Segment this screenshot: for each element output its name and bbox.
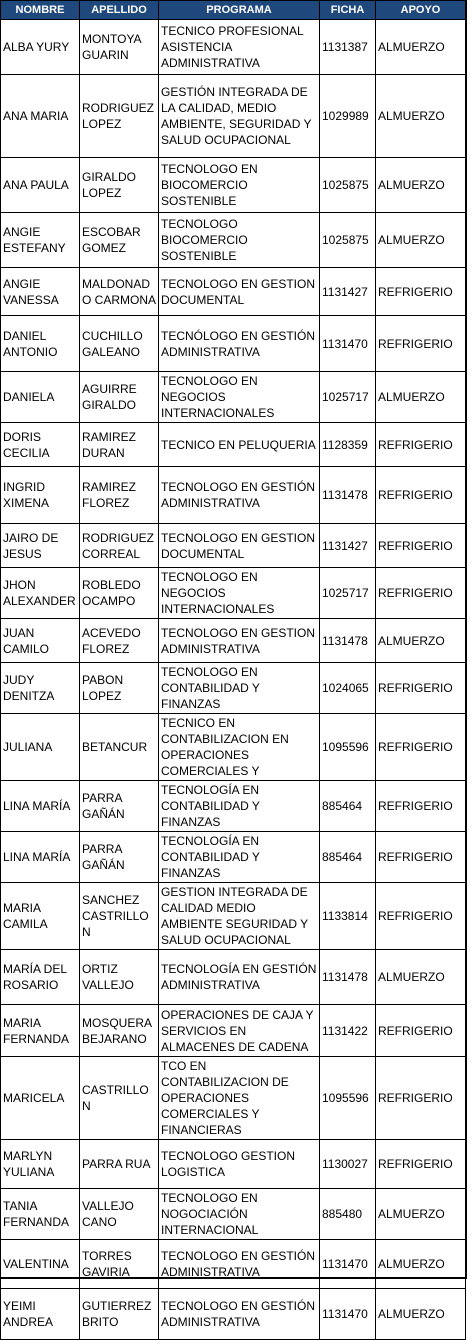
- cell-nombre: YEIMI ANDREA: [1, 1289, 80, 1340]
- header-ficha: FICHA: [320, 1, 376, 20]
- cell-apoyo: ALMUERZO: [376, 619, 466, 663]
- cell-programa: GESTION INTEGRADA DE CALIDAD MEDIO AMBIENTE SEGURIDAD Y SALUD OCUPACIONAL: [159, 883, 320, 950]
- table-row: [1, 1289, 466, 1340]
- table-row: [1, 619, 466, 663]
- cell-nombre: JAIRO DE JESUS: [1, 524, 80, 568]
- cell-ficha: 1024065: [320, 663, 376, 714]
- cell-apellido: ACEVEDO FLOREZ: [80, 619, 159, 663]
- table-row: [1, 1140, 466, 1189]
- cell-apoyo: ALMUERZO: [376, 950, 466, 1005]
- table-row: [1, 781, 466, 832]
- cell-ficha: 1131470: [320, 316, 376, 372]
- cell-ficha: 1025717: [320, 372, 376, 423]
- cell-programa: TECNOLOGO EN NEGOCIOS INTERNACIONALES: [159, 568, 320, 619]
- cell-ficha: 1131478: [320, 467, 376, 524]
- cell-programa: TECNOLOGO GESTION LOGISTICA: [159, 1140, 320, 1189]
- cell-apoyo: REFRIGERIO: [376, 832, 466, 883]
- cell-apoyo: ALMUERZO: [376, 372, 466, 423]
- cell-ficha: 1029989: [320, 75, 376, 158]
- cell-apellido: GIRALDO LOPEZ: [80, 158, 159, 213]
- table-row: [1, 883, 466, 950]
- cell-nombre: VALENTINA: [1, 1240, 80, 1289]
- cell-apellido: PARRA GAÑÁN: [80, 781, 159, 832]
- cell-ficha: 885464: [320, 781, 376, 832]
- table-row: [1, 1057, 466, 1140]
- table-row: [1, 213, 466, 268]
- cell-nombre: LINA MARÍA: [1, 832, 80, 883]
- cell-apellido: RODRIGUEZ CORREAL: [80, 524, 159, 568]
- cell-apoyo: REFRIGERIO: [376, 423, 466, 467]
- cell-apellido: MONTOYA GUARIN: [80, 20, 159, 75]
- table-row: [1, 372, 466, 423]
- cell-programa: TECNOLOGO EN BIOCOMERCIO SOSTENIBLE: [159, 158, 320, 213]
- cell-programa: TECNOLOGO EN GESTIÓN ADMINISTRATIVA: [159, 1289, 320, 1340]
- cell-apellido: ESCOBAR GOMEZ: [80, 213, 159, 268]
- cell-nombre: ANA MARIA: [1, 75, 80, 158]
- cell-apellido: PABON LOPEZ: [80, 663, 159, 714]
- cell-apellido: RAMIREZ FLOREZ: [80, 467, 159, 524]
- cell-nombre: LINA MARÍA: [1, 781, 80, 832]
- cell-programa: TECNOLOGO EN GESTION ADMINISTRATIVA: [159, 619, 320, 663]
- cell-apoyo: REFRIGERIO: [376, 268, 466, 316]
- cell-apellido: CASTRILLON: [80, 1057, 159, 1140]
- table-row: [1, 950, 466, 1005]
- cell-nombre: MARIA CAMILA: [1, 883, 80, 950]
- table-row: [1, 1240, 466, 1289]
- header-programa: PROGRAMA: [159, 1, 320, 20]
- cell-apoyo: REFRIGERIO: [376, 1140, 466, 1189]
- cell-apoyo: ALMUERZO: [376, 213, 466, 268]
- cell-apoyo: ALMUERZO: [376, 1240, 466, 1289]
- header-row: [1, 1, 466, 20]
- cell-ficha: 1131427: [320, 268, 376, 316]
- cell-programa: TCO EN CONTABILIZACION DE OPERACIONES COMERCIALES Y FINANCIERAS: [159, 1057, 320, 1140]
- cell-programa: TECNÓLOGO EN GESTIÓN ADMINISTRATIVA: [159, 316, 320, 372]
- table-row: [1, 20, 466, 75]
- table-row: [1, 663, 466, 714]
- cell-nombre: ANA PAULA: [1, 158, 80, 213]
- cell-programa: TECNICO EN PELUQUERIA: [159, 423, 320, 467]
- cell-apellido: RODRIGUEZ LOPEZ: [80, 75, 159, 158]
- cell-apellido: MALDONADO CARMONA: [80, 268, 159, 316]
- cell-apoyo: REFRIGERIO: [376, 316, 466, 372]
- cell-apellido: GUTIERREZ BRITO: [80, 1289, 159, 1340]
- cell-apellido: MOSQUERA BEJARANO: [80, 1005, 159, 1057]
- table-row: [1, 714, 466, 781]
- table-row: [1, 832, 466, 883]
- cell-nombre: DANIEL ANTONIO: [1, 316, 80, 372]
- cell-nombre: ALBA YURY: [1, 20, 80, 75]
- cell-apoyo: REFRIGERIO: [376, 568, 466, 619]
- cell-ficha: 1095596: [320, 1057, 376, 1140]
- table-row: [1, 268, 466, 316]
- cell-apoyo: REFRIGERIO: [376, 883, 466, 950]
- cell-ficha: 1130027: [320, 1140, 376, 1189]
- header-apellido: APELLIDO: [80, 1, 159, 20]
- cell-apellido: ROBLEDO OCAMPO: [80, 568, 159, 619]
- cell-ficha: 1025875: [320, 213, 376, 268]
- cell-nombre: DORIS CECILIA: [1, 423, 80, 467]
- cell-apellido: BETANCUR: [80, 714, 159, 781]
- table-row: [1, 1005, 466, 1057]
- cell-apoyo: ALMUERZO: [376, 1289, 466, 1340]
- cell-nombre: JHON ALEXANDER: [1, 568, 80, 619]
- cell-programa: TECNOLOGO EN CONTABILIDAD Y FINANZAS: [159, 663, 320, 714]
- table-row: [1, 568, 466, 619]
- cell-ficha: 1131427: [320, 524, 376, 568]
- cell-nombre: ANGIE ESTEFANY: [1, 213, 80, 268]
- cell-apellido: PARRA GAÑÁN: [80, 832, 159, 883]
- cell-programa: TECNOLOGO EN NEGOCIOS INTERNACIONALES: [159, 372, 320, 423]
- cell-nombre: INGRID XIMENA: [1, 467, 80, 524]
- cell-ficha: 1131470: [320, 1240, 376, 1289]
- cell-ficha: 1131478: [320, 950, 376, 1005]
- cell-ficha: 1131387: [320, 20, 376, 75]
- cell-programa: TECNOLOGÍA EN GESTIÓN ADMINISTRATIVA: [159, 950, 320, 1005]
- cell-apellido: PARRA RUA: [80, 1140, 159, 1189]
- cell-programa: GESTIÓN INTEGRADA DE LA CALIDAD, MEDIO AMBIENTE, SEGURIDAD Y SALUD OCUPACIONAL: [159, 75, 320, 158]
- cell-programa: TECNOLOGO EN GESTION DOCUMENTAL: [159, 268, 320, 316]
- cell-ficha: 885464: [320, 832, 376, 883]
- cell-ficha: 1131422: [320, 1005, 376, 1057]
- cell-nombre: MARÍA DEL ROSARIO: [1, 950, 80, 1005]
- cell-programa: TECNOLOGO EN GESTION DOCUMENTAL: [159, 524, 320, 568]
- cell-ficha: 1128359: [320, 423, 376, 467]
- cell-programa: TECNICO EN CONTABILIZACION EN OPERACIONES COMERCIALES Y: [159, 714, 320, 781]
- cell-programa: OPERACIONES DE CAJA Y SERVICIOS EN ALMACENES DE CADENA: [159, 1005, 320, 1057]
- cell-apellido: TORRES GAVIRIA: [80, 1240, 159, 1289]
- cell-ficha: 1025717: [320, 568, 376, 619]
- cell-apoyo: REFRIGERIO: [376, 714, 466, 781]
- table-body: [1, 20, 466, 1340]
- cell-apoyo: REFRIGERIO: [376, 1005, 466, 1057]
- cell-programa: TECNOLOGO EN GESTIÓN ADMINISTRATIVA: [159, 467, 320, 524]
- cell-apoyo: REFRIGERIO: [376, 781, 466, 832]
- cell-apellido: CUCHILLO GALEANO: [80, 316, 159, 372]
- cell-apellido: ORTIZ VALLEJO: [80, 950, 159, 1005]
- cell-apoyo: REFRIGERIO: [376, 1057, 466, 1140]
- cell-ficha: 885480: [320, 1189, 376, 1240]
- header-apoyo: APOYO: [376, 1, 466, 20]
- cell-nombre: ANGIE VANESSA: [1, 268, 80, 316]
- table-row: [1, 524, 466, 568]
- cell-apoyo: REFRIGERIO: [376, 524, 466, 568]
- table-row: [1, 158, 466, 213]
- cell-nombre: MARICELA: [1, 1057, 80, 1140]
- cell-nombre: MARIA FERNANDA: [1, 1005, 80, 1057]
- cell-apoyo: ALMUERZO: [376, 20, 466, 75]
- cell-nombre: TANIA FERNANDA: [1, 1189, 80, 1240]
- cell-nombre: MARLYN YULIANA: [1, 1140, 80, 1189]
- header-nombre: NOMBRE: [1, 1, 80, 20]
- cell-nombre: JUAN CAMILO: [1, 619, 80, 663]
- cell-programa: TECNOLOGÍA EN CONTABILIDAD Y FINANZAS: [159, 781, 320, 832]
- cell-apellido: RAMIREZ DURAN: [80, 423, 159, 467]
- cell-apellido: VALLEJO CANO: [80, 1189, 159, 1240]
- cell-programa: TECNOLOGO EN GESTIÓN ADMINISTRATIVA: [159, 1240, 320, 1289]
- table-row: [1, 75, 466, 158]
- cell-ficha: 1133814: [320, 883, 376, 950]
- table-row: [1, 423, 466, 467]
- cell-apoyo: ALMUERZO: [376, 1189, 466, 1240]
- cell-apellido: SANCHEZ CASTRILLON: [80, 883, 159, 950]
- cell-ficha: 1131478: [320, 619, 376, 663]
- cell-nombre: DANIELA: [1, 372, 80, 423]
- cell-apoyo: REFRIGERIO: [376, 467, 466, 524]
- cell-nombre: JUDY DENITZA: [1, 663, 80, 714]
- cell-ficha: 1025875: [320, 158, 376, 213]
- cell-apoyo: ALMUERZO: [376, 75, 466, 158]
- cell-nombre: JULIANA: [1, 714, 80, 781]
- cell-programa: TECNOLOGÍA EN CONTABILIDAD Y FINANZAS: [159, 832, 320, 883]
- cell-ficha: 1095596: [320, 714, 376, 781]
- cell-apellido: AGUIRRE GIRALDO: [80, 372, 159, 423]
- cell-programa: TECNICO PROFESIONAL ASISTENCIA ADMINISTRATIVA: [159, 20, 320, 75]
- table-row: [1, 467, 466, 524]
- table-row: [1, 316, 466, 372]
- cell-ficha: 1131470: [320, 1289, 376, 1340]
- cell-apoyo: REFRIGERIO: [376, 663, 466, 714]
- cell-apoyo: ALMUERZO: [376, 158, 466, 213]
- table-row: [1, 1189, 466, 1240]
- cell-programa: TECNOLOGO BIOCOMERCIO SOSTENIBLE: [159, 213, 320, 268]
- cell-programa: TECNOLOGO EN NOGOCIACIÓN INTERNACIONAL: [159, 1189, 320, 1240]
